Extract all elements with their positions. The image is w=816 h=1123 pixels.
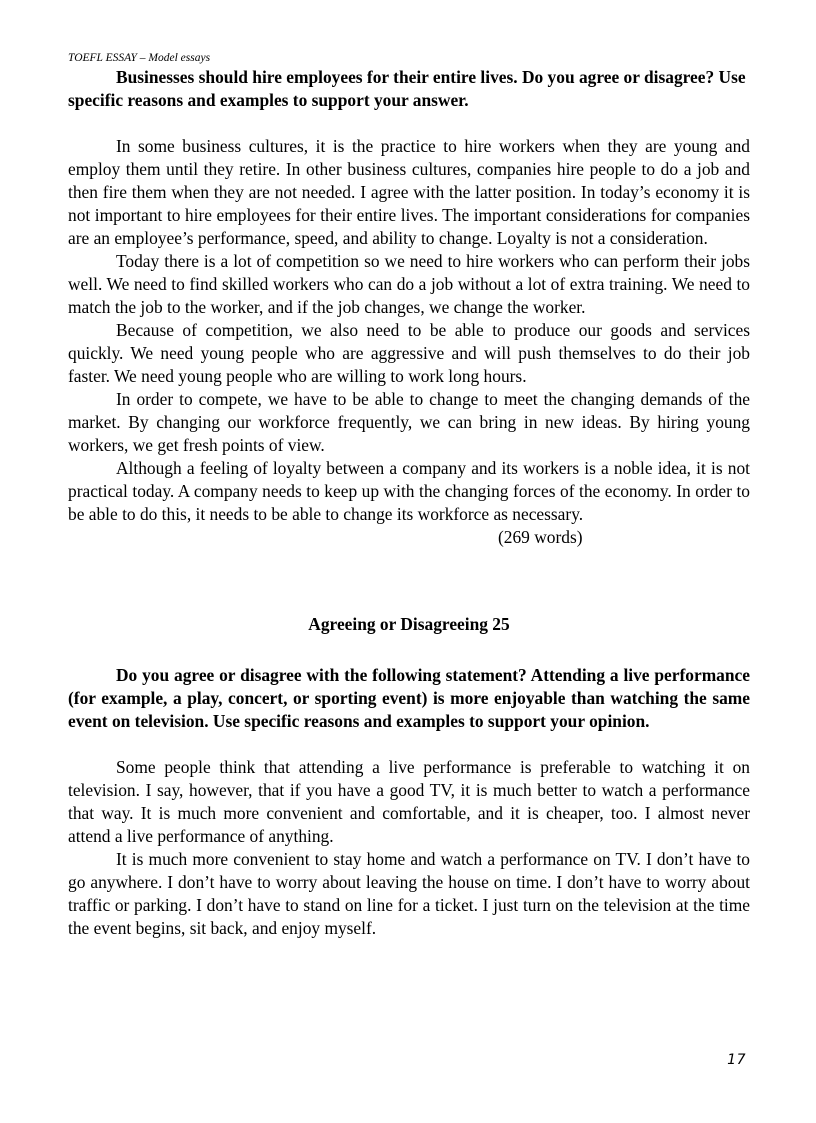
word-count: (269 words): [498, 527, 583, 547]
essay-1-paragraph: Today there is a lot of competition so we need to hire workers who can perform their jobs well. We need to find skilled workers who can do a job without a lot of extra training. We need to match the job to the worker, and if the job changes, we change the worker.: [68, 251, 750, 317]
essay-2-prompt: Do you agree or disagree with the following statement? Attending a live performance (for example, a play, concert, or sporting event) is more enjoyable than watching the same event on television. Use specific reasons and examples to support your opinion.: [68, 665, 750, 731]
essay-1-paragraph: Because of competition, we also need to be able to produce our goods and services quickly. We need young people who are aggressive and will push themselves to do their job faster. We need young people who are willing to work long hours.: [68, 320, 750, 386]
section-title: Agreeing or Disagreeing 25: [308, 614, 510, 634]
essay-1-paragraph: In some business cultures, it is the practice to hire workers when they are young and employ them until they retire. In other business cultures, companies hire people to do a job and then fire them when they are not needed. I agree with the latter position. In today’s economy it is not important to hire employees for their entire lives. The important considerations for companies are an employee’s performance, speed, and ability to change. Loyalty is not a consideration.: [68, 136, 750, 248]
essay-1-body: [68, 135, 750, 526]
essay-2-body: [68, 756, 750, 940]
essay-1-prompt: Businesses should hire employees for their entire lives. Do you agree or disagree? Use specific reasons and examples to support your answer.: [68, 67, 746, 110]
document-page: [68, 50, 750, 940]
essay-2-paragraph: It is much more convenient to stay home and watch a performance on TV. I don’t have to go anywhere. I don’t have to worry about leaving the house on time. I don’t have to worry about traffic or parking. I don’t have to stand on line for a ticket. I just turn on the television at the time the event begins, sit back, and enjoy myself.: [68, 849, 750, 938]
page-number: 17: [727, 1052, 746, 1068]
essay-1-paragraph: In order to compete, we have to be able to change to meet the changing demands of the market. By changing our workforce frequently, we can bring in new ideas. By hiring young workers, we get fresh points of view.: [68, 389, 750, 455]
essay-2-paragraph: Some people think that attending a live performance is preferable to watching it on television. I say, however, that if you have a good TV, it is much better to watch a performance that way. It is much more convenient and comfortable, and it is cheaper, too. I almost never attend a live performance of anything.: [68, 757, 750, 846]
essay-1-paragraph: Although a feeling of loyalty between a company and its workers is a noble idea, it is not practical today. A company needs to keep up with the changing forces of the economy. In order to be able to do this, it needs to be able to change its workforce as necessary.: [68, 458, 750, 524]
running-header: TOEFL ESSAY – Model essays: [68, 52, 211, 64]
